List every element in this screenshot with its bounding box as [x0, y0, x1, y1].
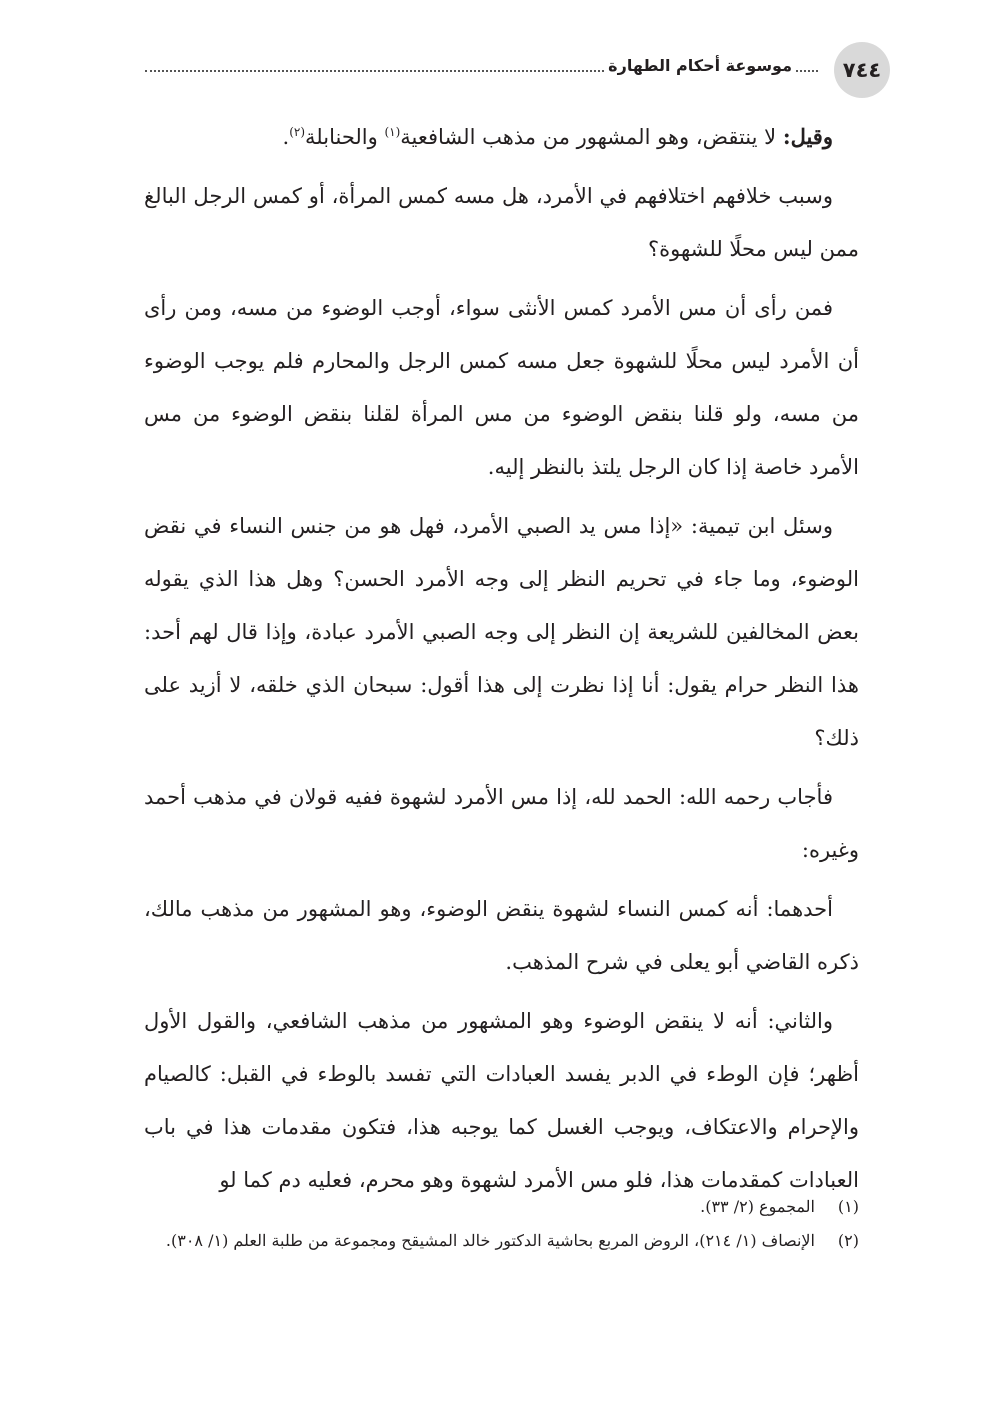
paragraph-1-text: لا ينتقض، وهو المشهور من مذهب الشافعية — [400, 125, 783, 149]
paragraph-3: فمن رأى أن مس الأمرد كمس الأنثى سواء، أوجب الوضوء من مسه، ومن رأى أن الأمرد ليس محلًا للشهوة جعل مسه كمس الرجل والمحارم فلم يوجب الوضوء من مسه، ولو قلنا بنقض الوضوء من مس المرأة لقلنا بنقض الوضوء من مس الأمرد خاصة إذا كان الرجل يلتذ بالنظر إليه. — [144, 296, 859, 479]
page-number-badge: ٧٤٤ — [834, 42, 890, 98]
running-title-text: موسوعة أحكام الطهارة — [608, 56, 792, 75]
footnote-2 — [144, 1224, 859, 1258]
running-title — [145, 56, 818, 75]
page-header — [145, 42, 890, 102]
footnote-text: الإنصاف (١/ ٢١٤)، الروض المربع بحاشية الدكتور خالد المشيقح ومجموعة من طلبة العلم (١/ ٣٠٨). — [165, 1231, 815, 1250]
footnote-number: (١) — [837, 1197, 859, 1216]
paragraph-5: فأجاب رحمه الله: الحمد لله، إذا مس الأمرد لشهوة ففيه قولان في مذهب أحمد وغيره: — [144, 785, 859, 862]
paragraph-7: والثاني: أنه لا ينقض الوضوء وهو المشهور من مذهب الشافعي، والقول الأول أظهر؛ فإن الوطء في الدبر يفسد العبادات التي تفسد بالوطء في القبل: كالصيام والإحرام والاعتكاف، ويوجب الغسل كما يوجبه هذا، فتكون مقدمات هذا في باب العبادات كمقدمات هذا، فلو مس الأمرد لشهوة وهو محرم، فعليه دم كما لو — [144, 1009, 859, 1192]
header-leader-dots-right — [796, 70, 818, 72]
footnote-ref-2[interactable]: (٢) — [289, 125, 306, 139]
paragraph-1 — [144, 110, 859, 164]
footnote-1 — [144, 1190, 859, 1224]
paragraph-6: أحدهما: أنه كمس النساء لشهوة ينقض الوضوء، وهو المشهور من مذهب مالك، ذكره القاضي أبو يعلى في شرح المذهب. — [144, 897, 859, 974]
footnote-text: المجموع (٢/ ٣٣). — [700, 1197, 815, 1216]
header-leader-dots-left — [145, 70, 604, 72]
footnote-number: (٢) — [837, 1231, 859, 1250]
paragraph-1-mid: والحنابلة — [305, 125, 385, 149]
paragraph-1-end: . — [282, 125, 290, 149]
main-text — [144, 110, 859, 1213]
paragraph-4: وسئل ابن تيمية: «إذا مس يد الصبي الأمرد، فهل هو من جنس النساء في نقض الوضوء، وما جاء في تحريم النظر إلى وجه الأمرد الحسن؟ وهل هذا الذي يقوله بعض المخالفين للشريعة إن النظر إلى وجه الصبي الأمرد عبادة، وإذا قال لهم أحد: هذا النظر حرام يقول: أنا إذا نظرت إلى هذا أقول: سبحان الذي خلقه، لا أزيد على ذلك؟ — [144, 514, 859, 750]
paragraph-2: وسبب خلافهم اختلافهم في الأمرد، هل مسه كمس المرأة، أو كمس الرجل البالغ ممن ليس محلًا للشهوة؟ — [144, 184, 859, 261]
footnotes — [144, 1190, 859, 1258]
paragraph-1-lead: وقيل: — [782, 124, 833, 149]
footnote-ref-1[interactable]: (١) — [384, 125, 401, 139]
